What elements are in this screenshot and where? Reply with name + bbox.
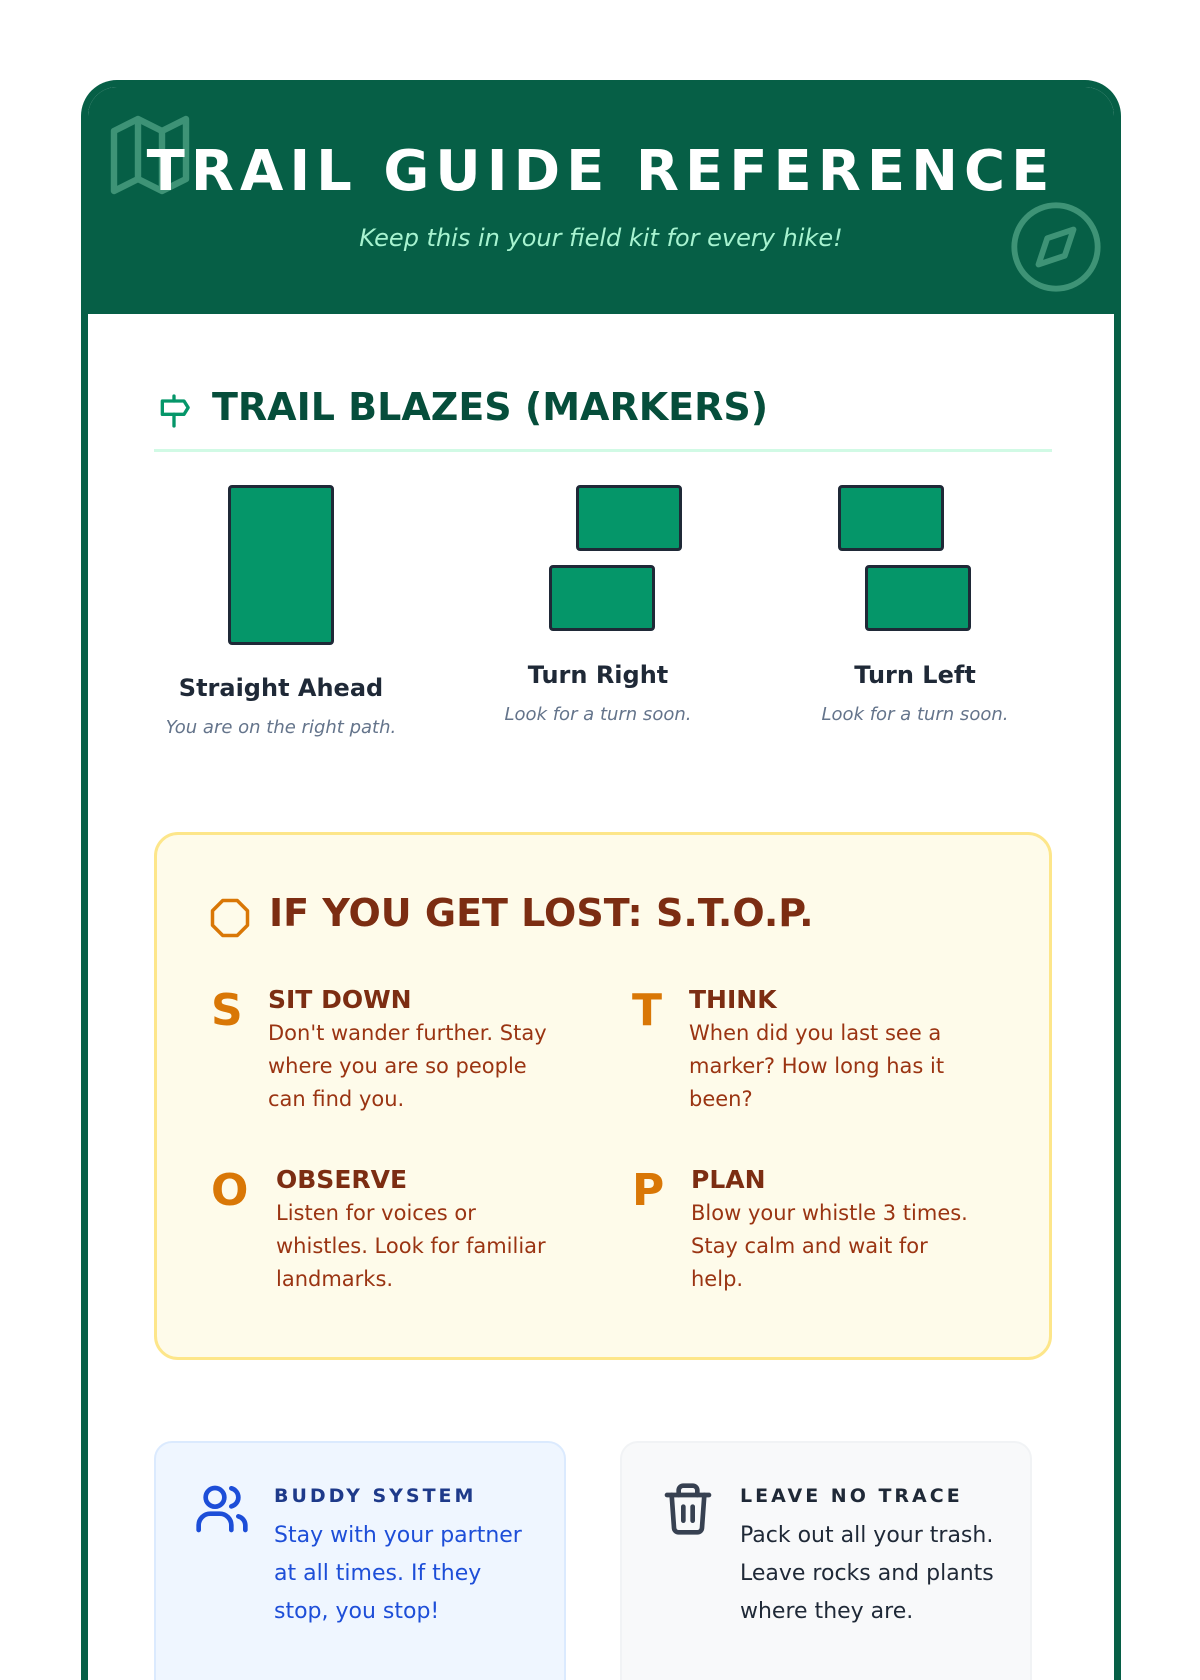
blaze-left-label: Turn Left bbox=[854, 661, 976, 689]
octagon-icon bbox=[209, 897, 251, 939]
blaze-right-top-marker bbox=[576, 485, 682, 551]
blazes-section-heading bbox=[154, 383, 1054, 443]
stop-item-desc: Don't wander further. Stay where you are so people can find you. bbox=[268, 1021, 547, 1111]
page-subtitle: Keep this in your field kit for every hike! bbox=[359, 224, 843, 252]
blaze-left-desc: Look for a turn soon. bbox=[821, 704, 1009, 725]
leave-no-trace-tip bbox=[620, 1441, 1032, 1680]
stop-item-title: SIT DOWN bbox=[268, 985, 412, 1014]
signpost-icon bbox=[154, 391, 194, 431]
buddy-system-tip bbox=[154, 1441, 566, 1680]
blaze-straight-label: Straight Ahead bbox=[178, 674, 384, 702]
stop-letter-t: T bbox=[632, 985, 663, 1036]
stop-item-desc: When did you last see a marker? How long has it been? bbox=[689, 1021, 945, 1111]
stop-item-title: PLAN bbox=[691, 1165, 766, 1194]
blaze-right-bottom-marker bbox=[549, 565, 655, 631]
blaze-right-desc: Look for a turn soon. bbox=[504, 704, 692, 725]
section-divider bbox=[154, 449, 1052, 452]
stop-item-desc: Blow your whistle 3 times. Stay calm and wait for help. bbox=[691, 1201, 968, 1291]
stop-callout bbox=[154, 832, 1052, 1360]
users-icon bbox=[194, 1481, 250, 1537]
blaze-left-top-marker bbox=[838, 485, 944, 551]
stop-item-title: THINK bbox=[689, 985, 777, 1014]
stop-item-desc: Listen for voices or whistles. Look for familiar landmarks. bbox=[276, 1201, 546, 1291]
page-title: TRAIL GUIDE REFERENCE bbox=[146, 139, 1056, 204]
blazes-section-title: TRAIL BLAZES (MARKERS) bbox=[212, 385, 769, 429]
stop-letter-s: S bbox=[211, 985, 243, 1036]
blaze-straight-desc: You are on the right path. bbox=[165, 717, 397, 738]
blaze-straight-marker bbox=[228, 485, 334, 645]
trash-icon bbox=[660, 1481, 716, 1537]
blaze-left-bottom-marker bbox=[865, 565, 971, 631]
stop-item-title: OBSERVE bbox=[276, 1165, 408, 1194]
stop-title: IF YOU GET LOST: S.T.O.P. bbox=[269, 891, 814, 935]
header-banner bbox=[88, 87, 1114, 314]
tip-title: LEAVE NO TRACE bbox=[740, 1485, 963, 1507]
stop-letter-p: P bbox=[632, 1165, 665, 1216]
trail-guide-card bbox=[81, 80, 1121, 1680]
tip-desc: Pack out all your trash. Leave rocks and plants where they are. bbox=[740, 1523, 994, 1624]
tip-desc: Stay with your partner at all times. If they stop, you stop! bbox=[274, 1523, 522, 1624]
stop-letter-o: O bbox=[211, 1165, 249, 1216]
blaze-right-label: Turn Right bbox=[527, 661, 669, 689]
tip-title: BUDDY SYSTEM bbox=[274, 1485, 477, 1507]
compass-icon bbox=[1006, 197, 1106, 297]
